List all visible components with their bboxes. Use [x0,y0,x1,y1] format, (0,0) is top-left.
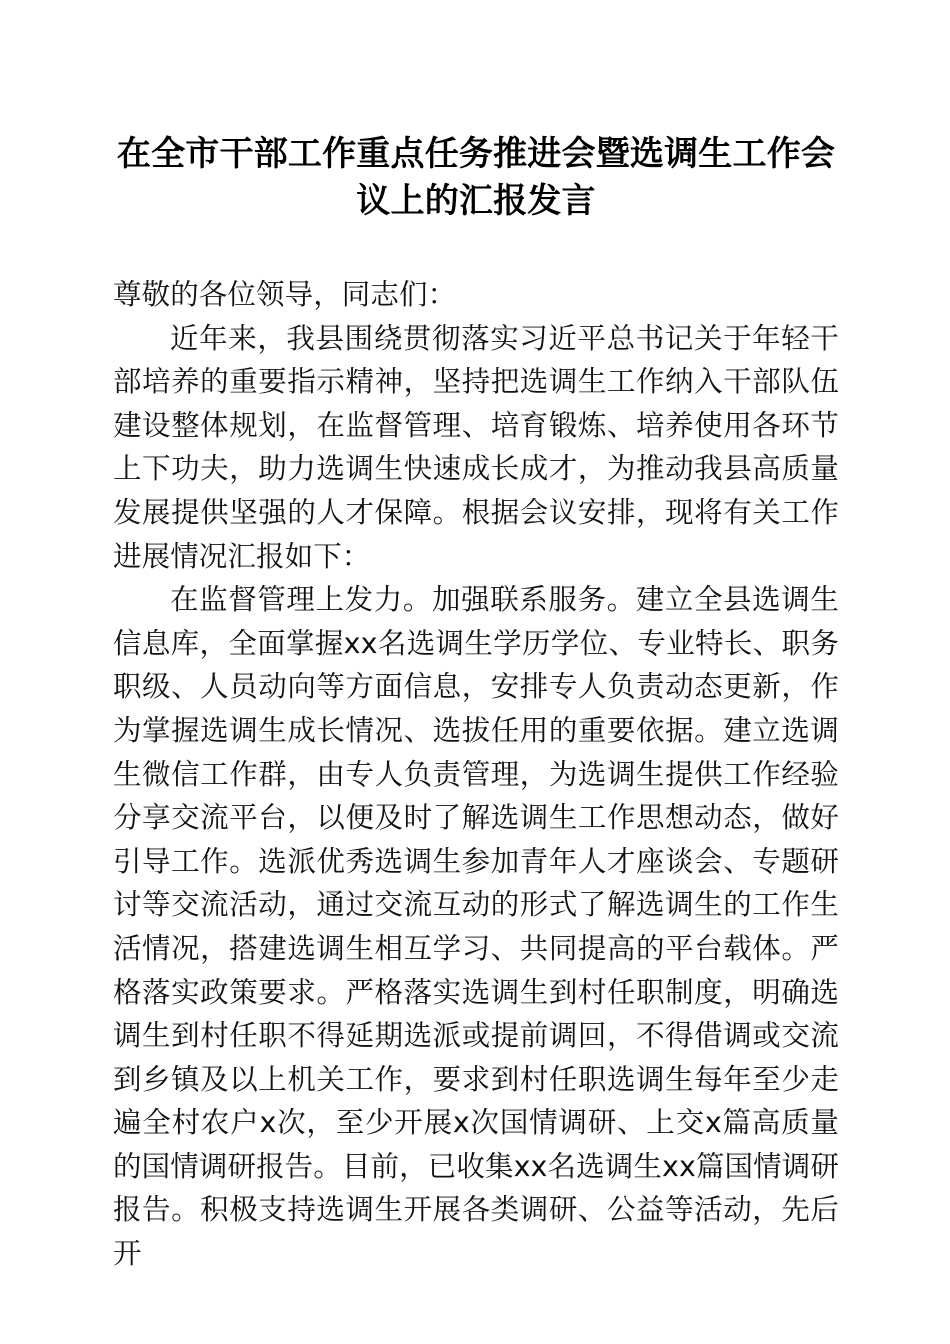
title-body-spacer [113,225,839,273]
body-paragraph-2: 在监督管理上发力。加强联系服务。建立全县选调生信息库，全面掌握xx名选调生学历学位、专业特长、职务职级、人员动向等方面信息，安排专人负责动态更新，作为掌握选调生成长情况、选拔任用的重要依据。建立选调生微信工作群，由专人负责管理，为选调生提供工作经验分享交流平台，以便及时了解选调生工作思想动态，做好引导工作。选派优秀选调生参加青年人才座谈会、专题研讨等交流活动，通过交流互动的形式了解选调生的工作生活情况，搭建选调生相互学习、共同提高的平台载体。严格落实政策要求。严格落实选调生到村任职制度，明确选调生到村任职不得延期选派或提前调回，不得借调或交流到乡镇及以上机关工作，要求到村任职选调生每年至少走遍全村农户x次，至少开展x次国情调研、上交x篇高质量的国情调研报告。目前，已收集xx名选调生xx篇国情调研报告。积极支持选调生开展各类调研、公益等活动，先后开 [113,583,839,1271]
salutation-line: 尊敬的各位领导，同志们： [113,278,457,311]
page-title: 在全市干部工作重点任务推进会暨选调生工作会议上的汇报发言 [116,134,836,221]
body-paragraph-1: 近年来，我县围绕贯彻落实习近平总书记关于年轻干部培养的重要指示精神，坚持把选调生工作纳入干部队伍建设整体规划，在监督管理、培育锻炼、培养使用各环节上下功夫，助力选调生快速成长成才，为推动我县高质量发展提供坚强的人才保障。根据会议安排，现将有关工作进展情况汇报如下： [113,321,839,573]
document-text-block [113,0,839,1276]
